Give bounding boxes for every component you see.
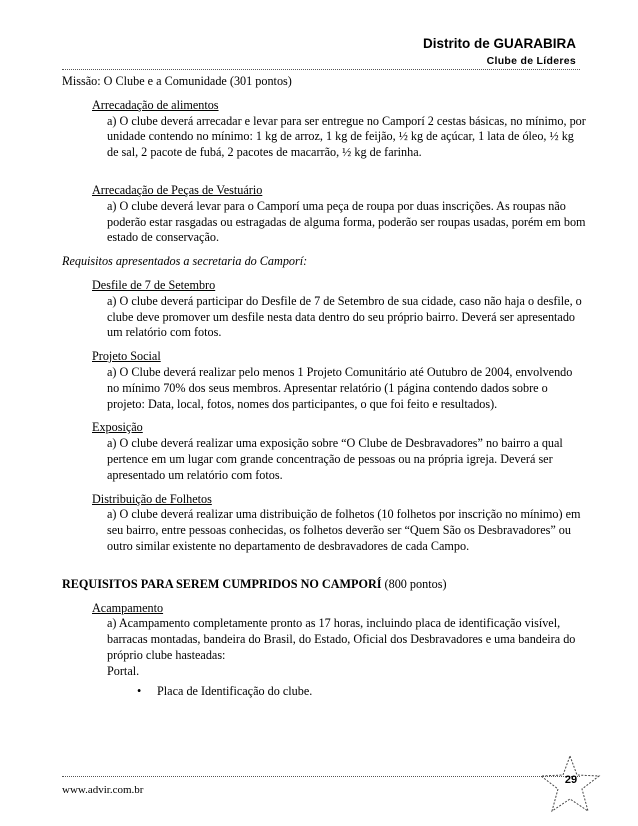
subsection-item: a) Acampamento completamente pronto as 17 horas, incluindo placa de identificação visível, barracas montadas, bandeira do Brasil, do Estado, Oficial dos Desbravadores e uma bandeira do próprio clube hasteadas: — [107, 616, 576, 662]
subsection-item: a) O clube deverá participar do Desfile de 7 de Setembro de sua cidade, caso não haja o desfile, o clube deve promover um desfile nesta data dentro do seu próprio bairro. Deverá ser apresentado um relatório com fotos. — [107, 293, 582, 340]
footer-url: www.advir.com.br — [62, 784, 144, 796]
header-divider — [62, 69, 580, 70]
section-title-bold: REQUISITOS PARA SEREM CUMPRIDOS NO CAMPORÍ — [62, 576, 382, 591]
subsection-desfile — [92, 278, 587, 341]
section-requisitos-secretaria-title: Requisitos apresentados a secretaria do Camporí: — [62, 254, 308, 269]
subsection-exposicao — [92, 420, 587, 483]
footer-divider — [62, 776, 580, 777]
section-missao-title: Missão: O Clube e a Comunidade (301 pontos) — [62, 74, 292, 88]
subsection-title: Projeto Social — [92, 349, 161, 364]
subsection-title: Distribuição de Folhetos — [92, 491, 212, 506]
page-number: 29 — [564, 774, 578, 786]
subsection-title: Acampamento — [92, 600, 164, 615]
subsection-item: a) O clube deverá arrecadar e levar para ser entregue no Camporí 2 cestas básicas, no mínimo, por unidade contendo no mínimo: 1 kg de arroz, 1 kg de feijão, ½ kg de açúcar, 1 lata de óleo, ½ kg de sal, 2 pacote de fubá, 2 pacotes de macarrão, ½ kg de farinha. — [107, 113, 586, 160]
subsection-item: a) O clube deverá realizar uma distribuição de folhetos (10 folhetos por inscrição no mínimo) em seu bairro, entre pessoas conhecidas, os folhetos deverão ser “Quem São os Desbravadores” ou outro similar existente no departamento de desbravadores de cada Campo. — [107, 507, 581, 553]
subsection-arrecadacao-alimentos — [92, 98, 587, 161]
subsection-item: a) O clube deverá levar para o Camporí uma peça de roupa por duas inscrições. As roupas não poderão estar rasgadas ou estragadas de alguma forma, poderão ser roupas usadas, porém em bom estado de conservação. — [107, 198, 586, 245]
bullet-item: • Placa de Identificação do clube. — [137, 684, 587, 700]
subsection-title: Exposição — [92, 420, 143, 435]
subsection-item: a) O Clube deverá realizar pelo menos 1 Projeto Comunitário até Outubro de 2004, envolvendo no mínimo 70% dos seus membros. Apresentar relatório (1 página contendo dados sobre o projeto: Data, local, fotos, nomes dos participantes, o que foi feito e resultados). — [107, 364, 573, 411]
section-title-points: (800 pontos) — [381, 576, 447, 591]
subsection-title: Arrecadação de Peças de Vestuário — [92, 182, 263, 197]
header-title: Distrito de GUARABIRA — [422, 36, 576, 51]
subsection-acampamento — [92, 601, 587, 680]
subsection-title: Arrecadação de alimentos — [92, 97, 219, 112]
subsection-title: Desfile de 7 de Setembro — [92, 277, 216, 292]
header-subtitle: Clube de Líderes — [486, 55, 576, 67]
subsection-arrecadacao-vestuario — [92, 183, 587, 246]
subsection-item: a) O clube deverá realizar uma exposição sobre “O Clube de Desbravadores” no bairro a qual pertence em um lugar com grande concentração de pessoas ou na própria igreja. Deverá ser apresentado um relatório com fotos. — [107, 436, 563, 482]
subsection-projeto-social — [92, 349, 587, 412]
subsection-folhetos — [92, 492, 587, 555]
section-requisitos-campori-title — [62, 577, 587, 593]
portal-label: Portal. — [107, 663, 140, 678]
document-body — [62, 74, 587, 699]
